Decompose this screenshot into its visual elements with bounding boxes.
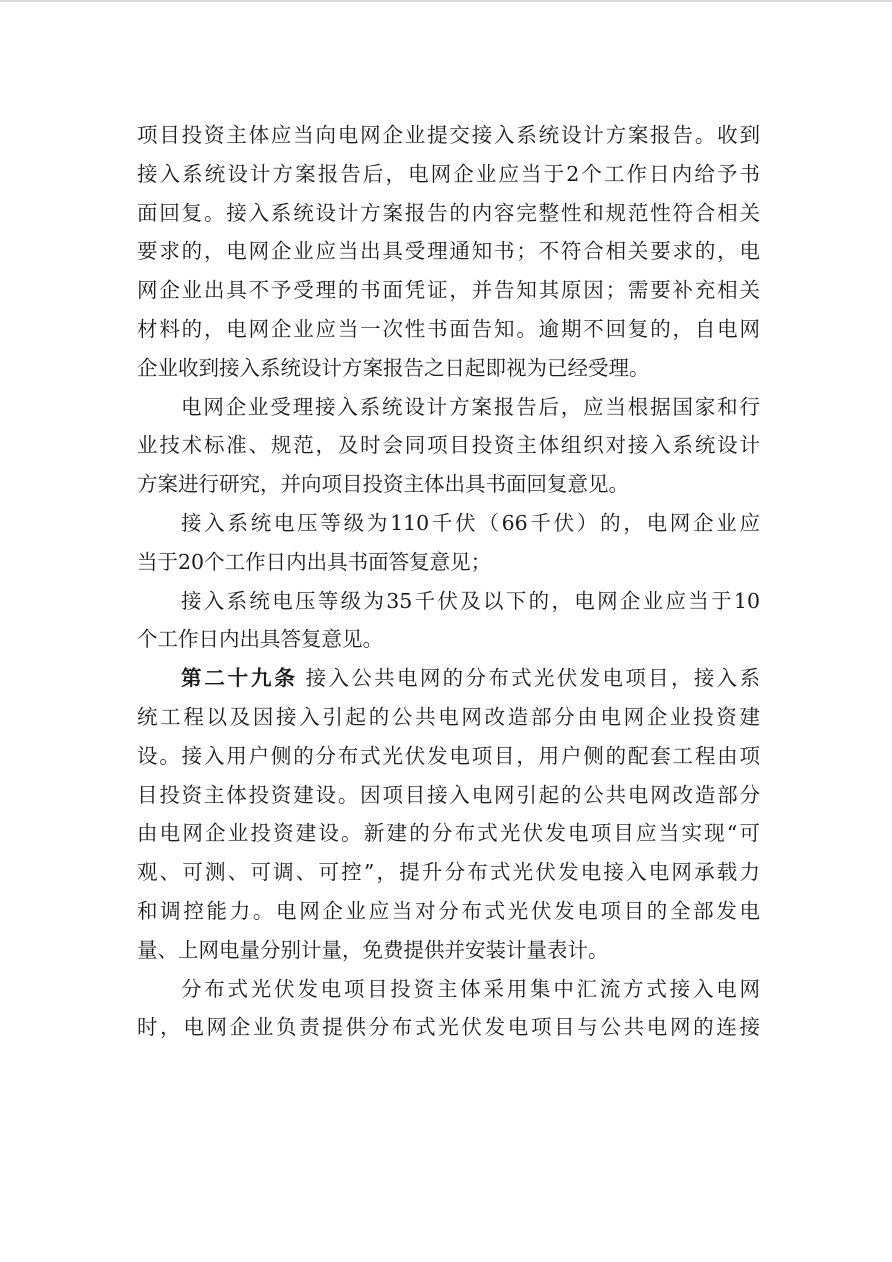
- text-line: 面回复。接入系统设计方案报告的内容完整性和规范性符合相关: [137, 200, 760, 225]
- text-line: 由电网企业投资建设。新建的分布式光伏发电项目应当实现“可: [137, 821, 760, 846]
- text-line: 观、可测、可调、可控”，提升分布式光伏发电接入电网承载力: [137, 860, 760, 885]
- text-line: 电网企业受理接入系统设计方案报告后，应当根据国家和行: [181, 394, 760, 419]
- article-label: 第二十九条: [181, 666, 298, 691]
- document-body: [137, 116, 760, 1047]
- text-line: 分布式光伏发电项目投资主体采用集中汇流方式接入电网: [181, 976, 760, 1001]
- paragraph-2: [137, 388, 760, 504]
- paragraph-6: [137, 970, 760, 1048]
- text-line-article-start: [137, 659, 760, 698]
- text-line: 量、上网电量分别计量，免费提供并安装计量表计。: [137, 937, 609, 962]
- text-line: 网企业出具不予受理的书面凭证，并告知其原因；需要补充相关: [137, 278, 760, 303]
- text-line: 目投资主体投资建设。因项目接入电网引起的公共电网改造部分: [137, 782, 760, 807]
- text-line: 业技术标准、规范，及时会同项目投资主体组织对接入系统设计: [137, 433, 760, 458]
- paragraph-4: [137, 582, 760, 660]
- article-first-line: 接入公共电网的分布式光伏发电项目，接入系: [305, 666, 761, 691]
- paragraph-3: [137, 504, 760, 582]
- text-line: 接入系统设计方案报告后，电网企业应当于2个工作日内给予书: [137, 161, 760, 186]
- text-line: 材料的，电网企业应当一次性书面告知。逾期不回复的，自电网: [137, 316, 760, 341]
- text-line: 项目投资主体应当向电网企业提交接入系统设计方案报告。收到: [137, 123, 760, 147]
- text-line: 统工程以及因接入引起的公共电网改造部分由电网企业投资建: [137, 704, 760, 729]
- text-line: 个工作日内出具答复意见。: [137, 627, 383, 652]
- top-border: [0, 0, 892, 2]
- text-line: 方案进行研究，并向项目投资主体出具书面回复意见。: [137, 472, 629, 497]
- text-line: 企业收到接入系统设计方案报告之日起即视为已经受理。: [137, 355, 650, 380]
- text-line: 当于20个工作日内出具书面答复意见；: [137, 549, 492, 574]
- text-line: 接入系统电压等级为110千伏（66千伏）的，电网企业应: [181, 510, 760, 535]
- paragraph-1: [137, 116, 760, 388]
- text-line: 设。接入用户侧的分布式光伏发电项目，用户侧的配套工程由项: [137, 743, 760, 768]
- text-line: 接入系统电压等级为35千伏及以下的，电网企业应当于10: [181, 588, 760, 613]
- paragraph-article-29: [137, 659, 760, 969]
- text-line: 时，电网企业负责提供分布式光伏发电项目与公共电网的连接: [137, 1015, 760, 1040]
- text-line: 要求的，电网企业应当出具受理通知书；不符合相关要求的，电: [137, 239, 760, 264]
- text-line: 和调控能力。电网企业应当对分布式光伏发电项目的全部发电: [137, 898, 760, 923]
